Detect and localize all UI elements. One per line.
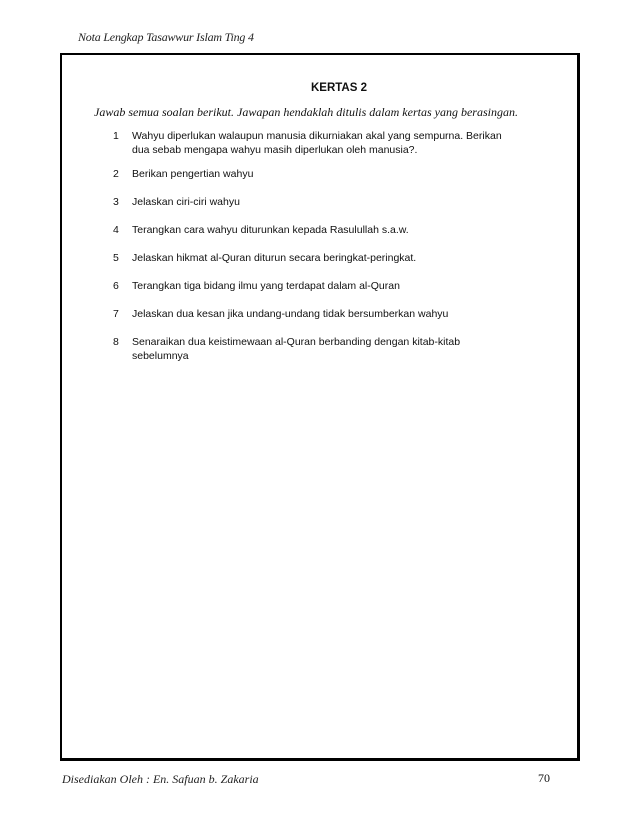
question-item [113,307,533,321]
question-number: 3 [113,196,119,208]
question-item [113,251,533,265]
question-item [113,195,533,209]
question-item [113,335,533,363]
question-text: Berikan pengertian wahyu [132,168,254,180]
question-item [113,129,533,157]
paper-title: KERTAS 2 [310,82,368,94]
question-text: Jelaskan hikmat al-Quran diturun secara beringkat-peringkat. [132,252,417,264]
question-item [113,223,533,237]
page-number: 70 [538,771,550,785]
instruction-text: Jawab semua soalan berikut. Jawapan hendaklah ditulis dalam kertas yang berasingan. [94,105,518,119]
question-text: Wahyu diperlukan walaupun manusia dikurniakan akal yang sempurna. Berikan dua sebab mengapa wahyu masih diperlukan oleh manusia?. [132,130,502,156]
question-number: 7 [113,308,119,320]
question-text: Senaraikan dua keistimewaan al-Quran berbanding dengan kitab-kitab sebelumnya [132,336,461,362]
question-list [113,129,533,363]
footer-author: Disediakan Oleh : En. Safuan b. Zakaria [62,772,259,786]
question-text: Jelaskan dua kesan jika undang-undang tidak bersumberkan wahyu [132,308,449,320]
running-header: Nota Lengkap Tasawwur Islam Ting 4 [78,30,254,44]
question-number: 4 [113,224,119,236]
question-number: 2 [113,168,119,180]
question-item [113,279,533,293]
question-text: Terangkan tiga bidang ilmu yang terdapat dalam al-Quran [132,280,400,292]
question-number: 1 [113,130,119,142]
question-number: 6 [113,280,119,292]
question-item [113,167,533,181]
question-number: 5 [113,252,119,264]
question-text: Terangkan cara wahyu diturunkan kepada Rasulullah s.a.w. [132,224,409,236]
question-number: 8 [113,336,119,348]
question-text: Jelaskan ciri-ciri wahyu [132,196,240,208]
